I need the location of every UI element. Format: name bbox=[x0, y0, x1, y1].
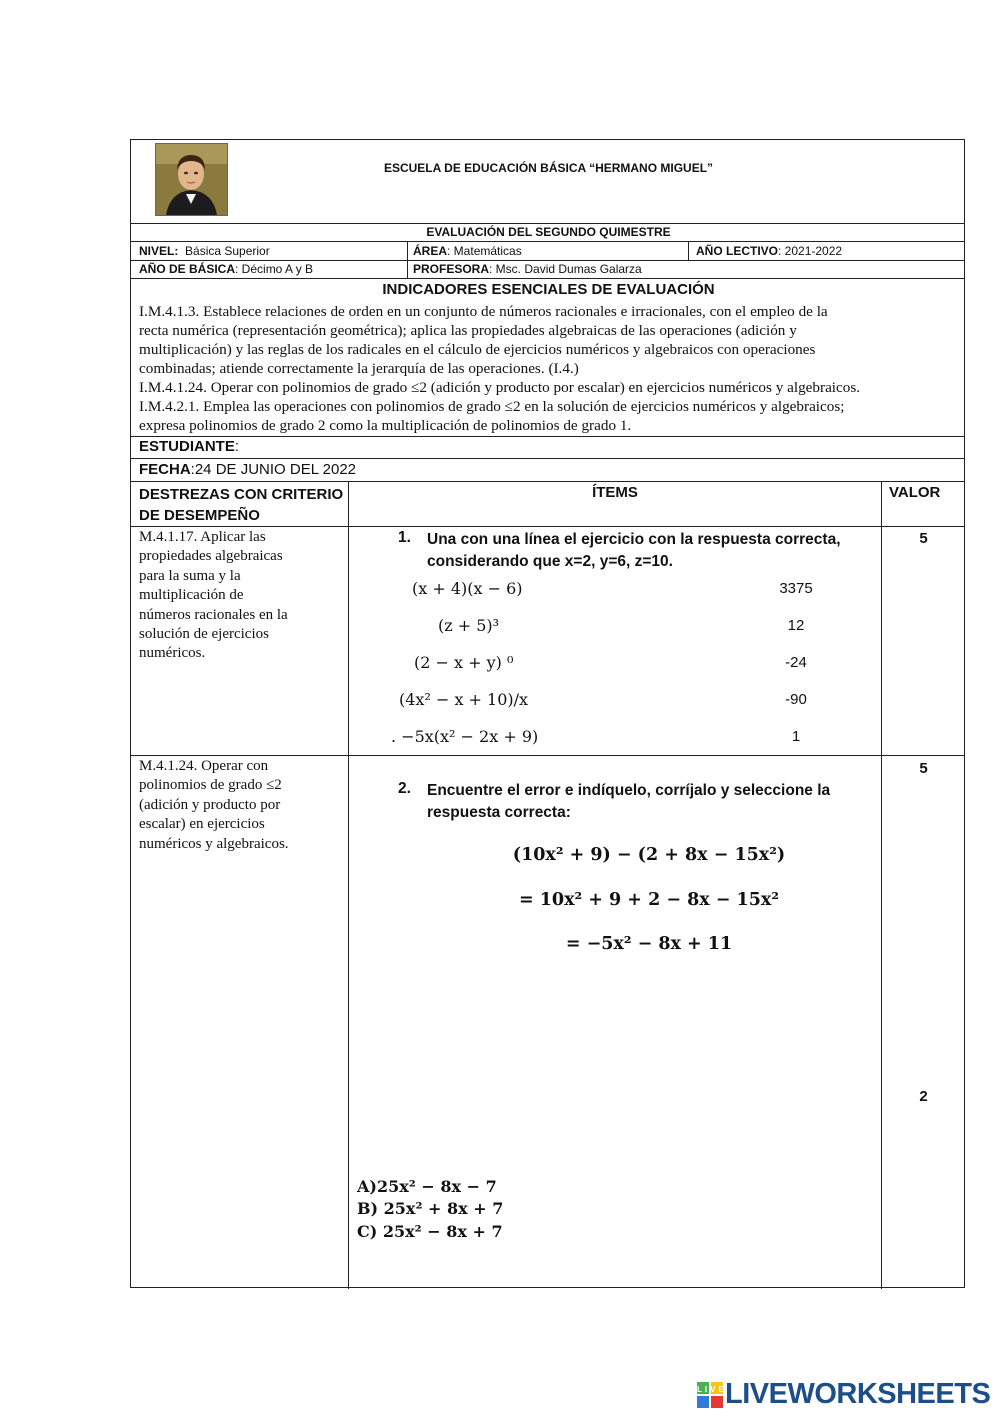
expression-item[interactable]: . −5x(x² − 2x + 9) bbox=[391, 727, 539, 746]
divider bbox=[131, 223, 964, 224]
skill-line: para la suma y la bbox=[139, 567, 241, 584]
nivel-label: NIVEL: bbox=[139, 244, 179, 258]
question2-number: 2. bbox=[398, 780, 411, 797]
anio-basica-field bbox=[139, 262, 313, 276]
logo-badge-letters: LIVE bbox=[697, 1385, 727, 1394]
founder-portrait bbox=[155, 143, 228, 216]
indicator-line: expresa polinomios de grado 2 como la multiplicación de polinomios de grado 1. bbox=[139, 417, 632, 434]
divider bbox=[131, 755, 964, 756]
student-colon: : bbox=[234, 438, 240, 455]
divider bbox=[131, 526, 964, 527]
anio-lectivo-field bbox=[696, 244, 842, 258]
answer-item[interactable]: -24 bbox=[785, 654, 807, 671]
liveworksheets-watermark bbox=[697, 1377, 993, 1411]
equation-line: = −5x² − 8x + 11 bbox=[565, 934, 733, 954]
divider bbox=[348, 481, 349, 1289]
profesora-field bbox=[413, 262, 642, 276]
items-column-header: ÍTEMS bbox=[592, 484, 638, 501]
divider bbox=[881, 481, 882, 1289]
answer-option-c[interactable]: C) 25x² − 8x + 7 bbox=[357, 1222, 503, 1241]
anio-lectivo-value: : 2021-2022 bbox=[778, 244, 843, 258]
area-label: ÁREA bbox=[413, 244, 448, 258]
profesora-value: : Msc. David Dumas Galarza bbox=[489, 262, 642, 276]
skills-header-line: DESTREZAS CON CRITERIO bbox=[139, 486, 344, 503]
skill-line: numéricos. bbox=[139, 645, 206, 662]
divider bbox=[131, 436, 964, 437]
indicators-title: INDICADORES ESENCIALES DE EVALUACIÓN bbox=[382, 281, 715, 298]
skills-column-header bbox=[139, 484, 343, 526]
question1-instruction bbox=[427, 529, 841, 573]
nivel-value: Básica Superior bbox=[185, 244, 270, 258]
skill-line: (adición y producto por bbox=[139, 796, 281, 813]
expression-item[interactable]: (z + 5)³ bbox=[438, 616, 500, 635]
divider bbox=[131, 241, 964, 242]
indicator-line: I.M.4.1.24. Operar con polinomios de grado ≤2 (adición y producto por escalar) en ejercicios numéricos y algebraicos. bbox=[139, 379, 861, 396]
expression-item[interactable]: (4x² − x + 10)/x bbox=[399, 690, 529, 709]
anio-basica-value: : Décimo A y B bbox=[235, 262, 314, 276]
expression-item[interactable]: (2 − x + y) ⁰ bbox=[414, 653, 514, 672]
area-field bbox=[413, 244, 522, 258]
skill-line: M.4.1.17. Aplicar las bbox=[139, 529, 266, 545]
divider bbox=[131, 481, 964, 482]
date-field bbox=[139, 461, 356, 478]
question2-value: 5 bbox=[919, 760, 928, 777]
answer-item[interactable]: -90 bbox=[785, 691, 807, 708]
indicator-line: I.M.4.1.3. Establece relaciones de orden en un conjunto de números racionales e irracionales, con el empleo de la bbox=[139, 303, 828, 320]
student-label: ESTUDIANTE bbox=[139, 438, 235, 455]
equation-line: (10x² + 9) − (2 + 8x − 15x²) bbox=[512, 845, 786, 865]
date-value: :24 DE JUNIO DEL 2022 bbox=[190, 461, 357, 478]
answer-item[interactable]: 1 bbox=[791, 728, 801, 745]
options-value: 2 bbox=[919, 1088, 928, 1105]
profesora-label: PROFESORA bbox=[413, 262, 490, 276]
equation-line: = 10x² + 9 + 2 − 8x − 15x² bbox=[518, 890, 779, 910]
indicator-line: combinadas; atiende correctamente la jerarquía de las operaciones. (I.4.) bbox=[139, 360, 579, 377]
area-value: : Matemáticas bbox=[447, 244, 522, 258]
skill-line: M.4.1.24. Operar con bbox=[139, 758, 269, 774]
instruction-line: considerando que x=2, y=6, z=10. bbox=[427, 553, 673, 570]
value-column-header: VALOR bbox=[889, 484, 941, 501]
indicator-line: multiplicación) y las reglas de los radicales en el cálculo de ejercicios numéricos y algebraicos con operaciones bbox=[139, 341, 816, 358]
anio-basica-label: AÑO DE BÁSICA bbox=[139, 262, 236, 276]
divider bbox=[131, 458, 964, 459]
skill-line: multiplicación de bbox=[139, 587, 244, 604]
skill-line: escalar) en ejercicios bbox=[139, 816, 265, 833]
indicator-line: I.M.4.2.1. Emplea las operaciones con polinomios de grado ≤2 en la solución de ejercicios numéricos y algebraicos; bbox=[139, 398, 845, 415]
skills-header-line: DE DESEMPEÑO bbox=[139, 507, 260, 524]
skill-line: números racionales en la bbox=[139, 606, 288, 623]
expression-item[interactable]: (x + 4)(x − 6) bbox=[412, 579, 523, 598]
instruction-line: Una con una línea el ejercicio con la respuesta correcta, bbox=[427, 531, 841, 548]
answer-item[interactable]: 3375 bbox=[779, 580, 813, 597]
watermark-text: LIVEWORKSHEETS bbox=[725, 1378, 991, 1410]
school-name: ESCUELA DE EDUCACIÓN BÁSICA “HERMANO MIGUEL” bbox=[383, 161, 714, 175]
question1-value: 5 bbox=[919, 530, 928, 547]
nivel-field bbox=[139, 244, 270, 258]
skill-line: numéricos y algebraicos. bbox=[139, 835, 289, 852]
indicator-line: recta numérica (representación geométrica); aplica las propiedades algebraicas de las operaciones (adición y bbox=[139, 322, 797, 339]
exam-title: EVALUACIÓN DEL SEGUNDO QUIMESTRE bbox=[426, 225, 671, 239]
answer-item[interactable]: 12 bbox=[787, 617, 805, 634]
divider bbox=[131, 260, 964, 261]
row1-skill bbox=[139, 528, 344, 664]
instruction-line: respuesta correcta: bbox=[427, 804, 571, 821]
skill-line: propiedades algebraicas bbox=[139, 548, 283, 565]
skill-line: solución de ejercicios bbox=[139, 626, 269, 643]
divider bbox=[131, 278, 964, 279]
anio-lectivo-label: AÑO LECTIVO bbox=[696, 244, 779, 258]
instruction-line: Encuentre el error e indíquelo, corríjalo y seleccione la bbox=[427, 782, 831, 799]
row2-skill bbox=[139, 757, 344, 854]
student-field[interactable] bbox=[139, 438, 239, 455]
skill-line: polinomios de grado ≤2 bbox=[139, 777, 282, 794]
question2-instruction bbox=[427, 780, 830, 824]
date-label: FECHA bbox=[139, 461, 191, 478]
answer-option-b[interactable]: B) 25x² + 8x + 7 bbox=[357, 1199, 504, 1218]
question1-number: 1. bbox=[398, 529, 411, 546]
divider bbox=[688, 241, 689, 260]
evaluation-sheet bbox=[130, 139, 965, 1288]
answer-option-a[interactable]: A)25x² − 8x − 7 bbox=[357, 1177, 497, 1196]
